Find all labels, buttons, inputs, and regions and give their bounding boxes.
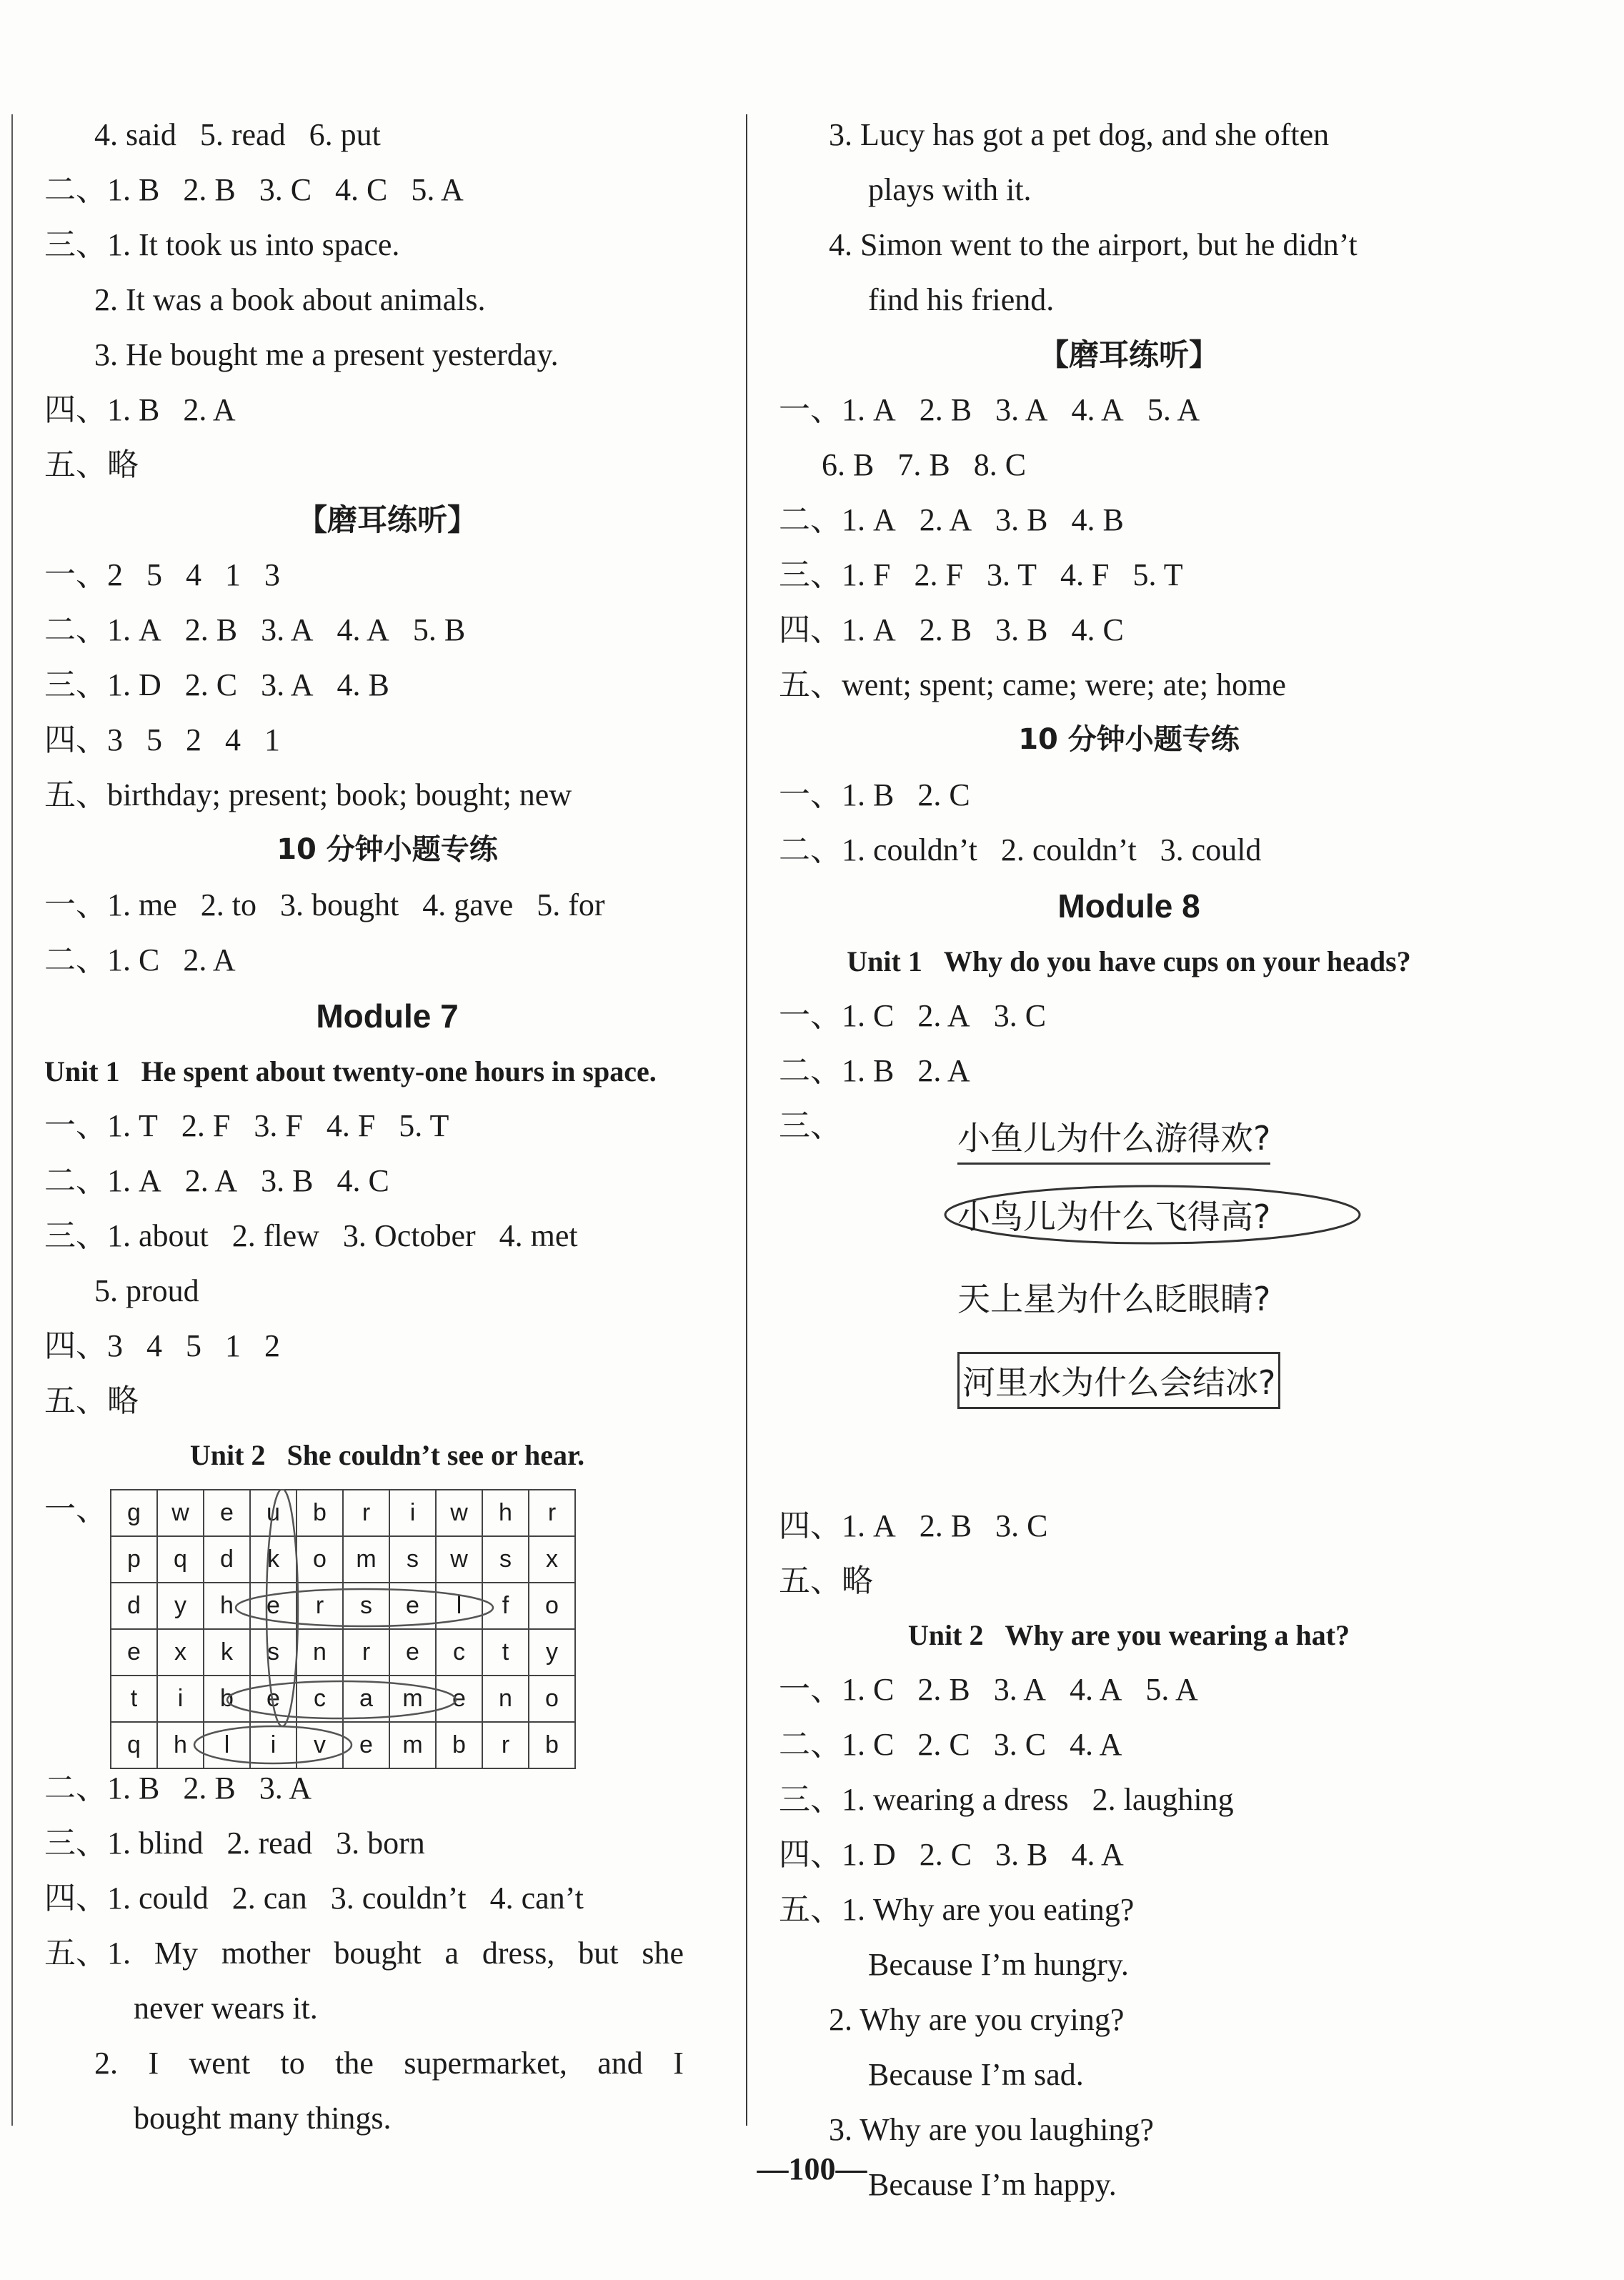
word: she (642, 1936, 684, 1971)
answer-line: find his friend. (868, 282, 1055, 317)
answer-line: 四、1. could 2. can 3. couldn’t 4. can’t (44, 1881, 584, 1916)
answer-line: 5. proud (94, 1273, 199, 1308)
grid-cell: e (250, 1583, 297, 1629)
grid-cell: l (204, 1722, 250, 1768)
answer-line: 三、1. D 2. C 3. A 4. B (44, 667, 389, 702)
answer-line: 三、1. F 2. F 3. T 4. F 5. T (779, 557, 1183, 592)
grid-cell: w (436, 1536, 482, 1583)
grid-cell: y (157, 1583, 204, 1629)
question-number: 三、 (779, 1108, 842, 1143)
word: 2. (94, 2046, 118, 2081)
answer-line: 五、略 (779, 1563, 873, 1598)
grid-cell: m (389, 1722, 436, 1768)
answer-line: 3. He bought me a present yesterday. (94, 337, 559, 372)
grid-cell: r (297, 1583, 343, 1629)
column-divider (746, 114, 747, 2126)
grid-cell: a (343, 1676, 389, 1722)
grid-cell: i (250, 1722, 297, 1768)
grid-row (111, 1676, 575, 1722)
unit-title: Unit 2 Why are you wearing a hat? (907, 1619, 1350, 1651)
answer-line: 二、1. B 2. A (779, 1053, 970, 1088)
grid-cell: h (157, 1722, 204, 1768)
answer-line: bought many things. (134, 2101, 392, 2136)
answer-line: 6. B 7. B 8. C (822, 447, 1027, 482)
answer-line: 3. Why are you laughing? (829, 2112, 1154, 2147)
grid-cell: m (389, 1676, 436, 1722)
answer-line: 一、1. B 2. C (779, 777, 970, 812)
grid-cell: x (529, 1536, 575, 1583)
grid-row (111, 1722, 575, 1768)
grid-cell: s (250, 1629, 297, 1676)
grid-cell: b (436, 1722, 482, 1768)
unit-title: Unit 1 Why do you have cups on your heads? (847, 945, 1411, 977)
grid-cell: l (436, 1583, 482, 1629)
poem-line-underlined: 小鱼儿为什么游得欢? (957, 1112, 1270, 1165)
grid-cell: h (482, 1490, 529, 1536)
module-title: Module 7 (316, 997, 459, 1035)
answer-line: 四、1. B 2. A (44, 392, 236, 427)
grid-cell: c (436, 1629, 482, 1676)
grid-cell: b (297, 1490, 343, 1536)
grid-cell: i (389, 1490, 436, 1536)
grid-cell: x (157, 1629, 204, 1676)
grid-cell: d (204, 1536, 250, 1583)
grid-cell: s (389, 1536, 436, 1583)
answer-line: 2. Why are you crying? (829, 2002, 1125, 2037)
answer-line: 一、1. me 2. to 3. bought 4. gave 5. for (44, 887, 605, 922)
answer-line: 一、2 5 4 1 3 (44, 557, 280, 592)
section-heading-practice: 10 分钟小题专练 (277, 833, 498, 866)
answer-line: 五、略 (44, 447, 139, 482)
grid-row (111, 1629, 575, 1676)
answer-line: 四、3 5 2 4 1 (44, 722, 280, 757)
word: and (597, 2046, 643, 2081)
grid-cell: q (157, 1536, 204, 1583)
justified-sentence (94, 2036, 684, 2091)
unit-title: Unit 2 She couldn’t see or hear. (189, 1439, 585, 1471)
answer-line: 五、略 (44, 1383, 139, 1418)
answer-line: 四、1. A 2. B 3. C (779, 1508, 1048, 1543)
section-heading-listening: 【磨耳练听】 (1038, 337, 1219, 372)
grid-cell: r (529, 1490, 575, 1536)
section-heading-listening: 【磨耳练听】 (297, 502, 477, 537)
answer-line: Because I’m hungry. (868, 1947, 1129, 1982)
grid-cell: e (111, 1629, 157, 1676)
answer-line: 一、1. T 2. F 3. F 4. F 5. T (44, 1108, 449, 1143)
word: mother (221, 1936, 311, 1971)
word: 五、1. (44, 1936, 131, 1971)
grid-cell: k (204, 1629, 250, 1676)
word: I (673, 2046, 684, 2081)
grid-cell: e (389, 1583, 436, 1629)
word-search-block (44, 1482, 730, 1761)
answer-line: 二、1. A 2. A 3. B 4. B (779, 502, 1124, 537)
grid-cell: e (250, 1676, 297, 1722)
word: the (335, 2046, 374, 2081)
answer-line: never wears it. (134, 1991, 318, 2026)
word: to (280, 2046, 305, 2081)
grid-row (111, 1490, 575, 1536)
word: but (578, 1936, 619, 1971)
grid-cell: u (250, 1490, 297, 1536)
question-number: 一、 (44, 1492, 107, 1527)
grid-cell: b (204, 1676, 250, 1722)
answer-line: 五、1. Why are you eating? (779, 1892, 1135, 1927)
poem-line: 天上星为什么眨眼睛? (957, 1280, 1271, 1318)
grid-cell: k (250, 1536, 297, 1583)
grid-cell: v (297, 1722, 343, 1768)
grid-cell: f (482, 1583, 529, 1629)
answer-line: 五、went; spent; came; were; ate; home (779, 667, 1286, 702)
answer-line: 三、1. about 2. flew 3. October 4. met (44, 1218, 578, 1253)
grid-cell: w (157, 1490, 204, 1536)
answer-line: Because I’m happy. (868, 2167, 1117, 2202)
grid-cell: i (157, 1676, 204, 1722)
grid-cell: b (529, 1722, 575, 1768)
right-column (779, 107, 1479, 2212)
word: I (148, 2046, 159, 2081)
grid-row (111, 1536, 575, 1583)
answer-line: 4. said 5. read 6. put (94, 117, 381, 152)
answer-line: 四、1. D 2. C 3. B 4. A (779, 1837, 1124, 1872)
answer-line: 二、1. C 2. A (44, 942, 236, 977)
grid-cell: o (529, 1676, 575, 1722)
unit-title: Unit 1 He spent about twenty-one hours in space. (44, 1055, 657, 1087)
grid-cell: p (111, 1536, 157, 1583)
answer-line: 二、1. B 2. B 3. C 4. C 5. A (44, 172, 464, 207)
word-search-grid (110, 1489, 576, 1769)
module-title: Module 8 (1057, 887, 1200, 925)
grid-cell: n (297, 1629, 343, 1676)
word: bought (334, 1936, 422, 1971)
answer-line: 二、1. couldn’t 2. couldn’t 3. could (779, 832, 1262, 867)
poem-block (779, 1098, 1479, 1498)
answer-line: 二、1. B 2. B 3. A (44, 1771, 312, 1806)
answer-line: 五、birthday; present; book; bought; new (44, 777, 572, 812)
grid-cell: r (343, 1490, 389, 1536)
answer-line: 三、1. blind 2. read 3. born (44, 1826, 425, 1861)
answer-line: 三、1. It took us into space. (44, 227, 400, 262)
answer-line: 二、1. C 2. C 3. C 4. A (779, 1727, 1122, 1762)
grid-cell: t (111, 1676, 157, 1722)
word: dress, (482, 1936, 555, 1971)
grid-cell: y (529, 1629, 575, 1676)
grid-cell: e (436, 1676, 482, 1722)
grid-cell: s (482, 1536, 529, 1583)
answer-line: 二、1. A 2. A 3. B 4. C (44, 1163, 389, 1198)
grid-cell: e (389, 1629, 436, 1676)
grid-cell: r (482, 1722, 529, 1768)
poem-line-boxed: 河里水为什么会结冰? (957, 1352, 1280, 1409)
answer-line: plays with it. (868, 172, 1032, 207)
grid-cell: o (297, 1536, 343, 1583)
answer-line: 4. Simon went to the airport, but he didn’t (829, 227, 1358, 262)
answer-line: 一、1. A 2. B 3. A 4. A 5. A (779, 392, 1200, 427)
answer-line: 一、1. C 2. B 3. A 4. A 5. A (779, 1672, 1198, 1707)
grid-cell: w (436, 1490, 482, 1536)
word: a (444, 1936, 459, 1971)
poem-line-circled: 小鸟儿为什么飞得高? (957, 1198, 1271, 1236)
word: supermarket, (404, 2046, 567, 2081)
answer-line: 四、3 4 5 1 2 (44, 1328, 280, 1363)
grid-cell: s (343, 1583, 389, 1629)
page-number: —100— (757, 2151, 867, 2186)
answer-line: Because I’m sad. (868, 2057, 1084, 2092)
answer-line-justified (44, 1926, 730, 1981)
grid-cell: n (482, 1676, 529, 1722)
page-edge-line (11, 114, 13, 2126)
grid-cell: r (343, 1629, 389, 1676)
answer-line: 三、1. wearing a dress 2. laughing (779, 1782, 1234, 1817)
section-heading-practice: 10 分钟小题专练 (1018, 723, 1240, 756)
grid-cell: e (204, 1490, 250, 1536)
answer-line: 3. Lucy has got a pet dog, and she often (829, 117, 1330, 152)
answer-line: 一、1. C 2. A 3. C (779, 998, 1047, 1033)
word: My (154, 1936, 198, 1971)
left-column (44, 107, 730, 2146)
grid-cell: e (343, 1722, 389, 1768)
word: went (189, 2046, 251, 2081)
grid-cell: m (343, 1536, 389, 1583)
answer-line-justified (44, 2036, 730, 2091)
justified-sentence (44, 1926, 684, 1981)
grid-cell: q (111, 1722, 157, 1768)
grid-cell: o (529, 1583, 575, 1629)
grid-cell: c (297, 1676, 343, 1722)
grid-cell: g (111, 1490, 157, 1536)
grid-cell: d (111, 1583, 157, 1629)
grid-cell: h (204, 1583, 250, 1629)
answer-line: 2. It was a book about animals. (94, 282, 486, 317)
answer-line: 四、1. A 2. B 3. B 4. C (779, 612, 1124, 647)
answer-line: 二、1. A 2. B 3. A 4. A 5. B (44, 612, 466, 647)
grid-row (111, 1583, 575, 1629)
grid-cell: t (482, 1629, 529, 1676)
